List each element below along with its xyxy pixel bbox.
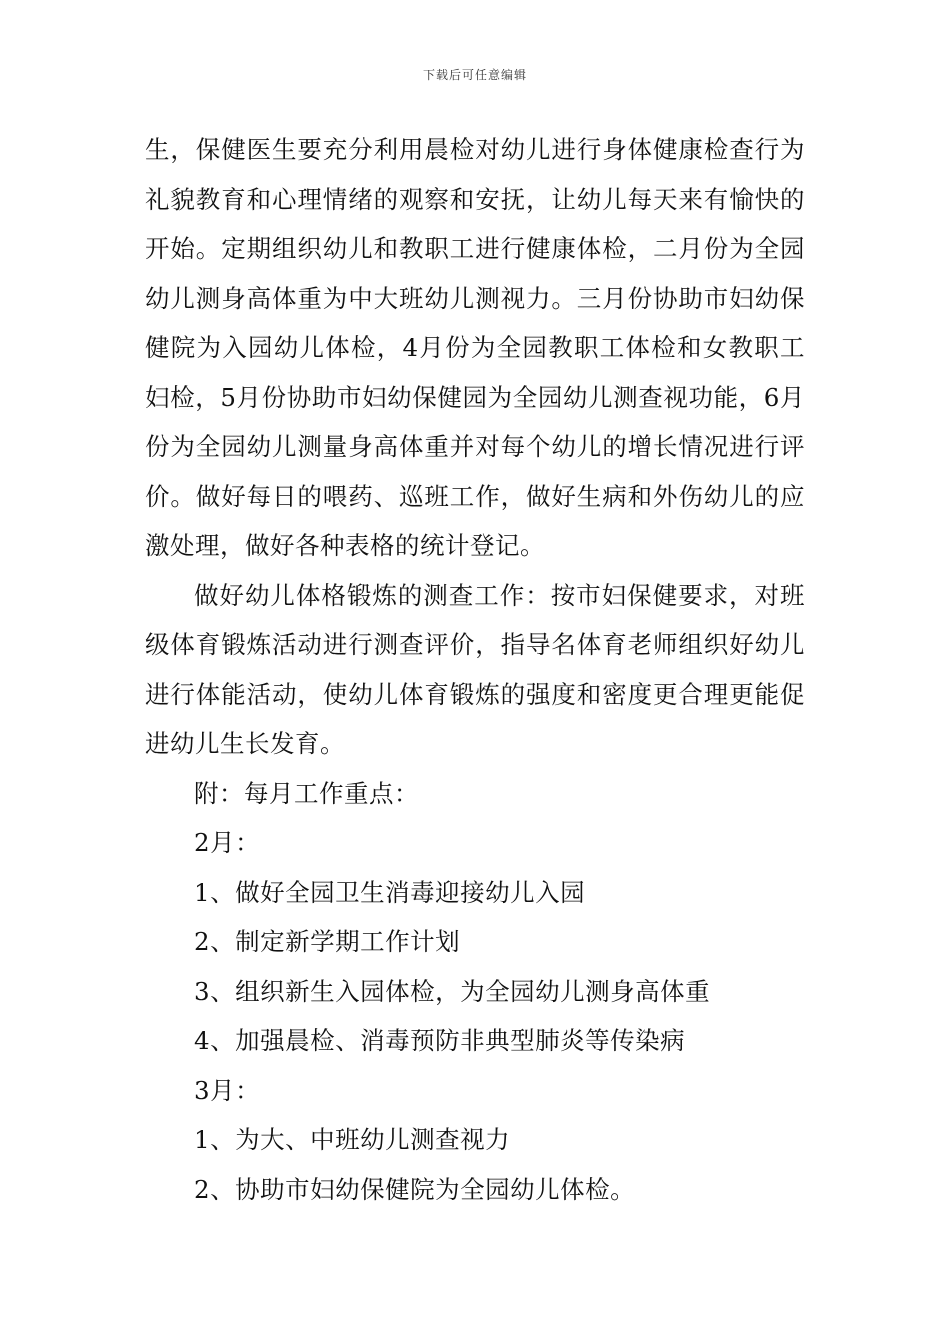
appendix-title: 附：每月工作重点： — [194, 778, 419, 808]
list-item: 1、为大、中班幼儿测查视力 — [194, 1125, 511, 1154]
paragraph-health-check: 生，保健医生要充分利用晨检对幼儿进行身体健康检查行为礼貌教育和心理情绪的观察和安抚，让幼儿每天来有愉快的开始。定期组织幼儿和教职工进行健康体检，二月份为全园幼儿测身高体重为中大班幼儿测视力。三月份协助市妇幼保健院为入园幼儿体检，4月份为全园教职工体检和女教职工妇检，5月份协助市妇幼保健园为全园幼儿测查视功能，6月份为全园幼儿测量身高体重并对每个幼儿的增长情况进行评价。做好每日的喂药、巡班工作，做好生病和外伤幼儿的应激处理，做好各种表格的统计登记。 — [145, 135, 805, 560]
month-label-feb: 2月： — [194, 828, 261, 857]
list-item: 3、组织新生入园体检，为全园幼儿测身高体重 — [194, 976, 711, 1006]
list-item: 1、做好全园卫生消毒迎接幼儿入园 — [194, 877, 586, 907]
page-header: 下载后可任意编辑 — [422, 68, 527, 82]
paragraph-physical-exercise: 做好幼儿体格锻炼的测查工作：按市妇保健要求，对班级体育锻炼活动进行测查评价，指导名体育老师组织好幼儿进行体能活动，使幼儿体育锻炼的强度和密度更合理更能促进幼儿生长发育。 — [145, 580, 805, 758]
list-item: 2、协助市妇幼保健院为全园幼儿体检。 — [194, 1174, 636, 1204]
list-item: 2、制定新学期工作计划 — [194, 927, 461, 956]
month-label-mar: 3月： — [194, 1075, 261, 1105]
document-body — [145, 125, 805, 1214]
list-item: 4、加强晨检、消毒预防非典型肺炎等传染病 — [194, 1026, 686, 1055]
